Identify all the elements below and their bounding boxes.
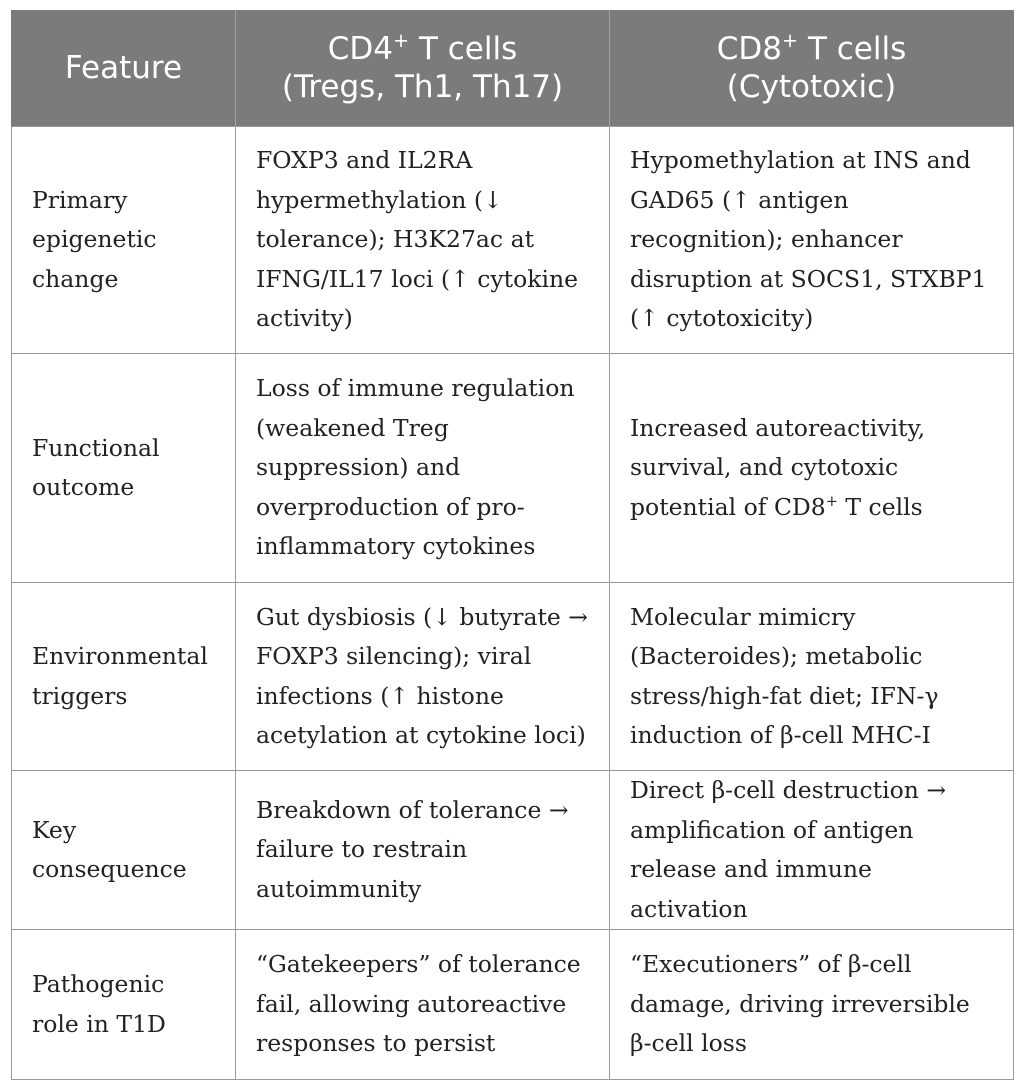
cell-feature: Functional outcome [12,354,236,583]
cell-cd4: Loss of immune regulation (weakened Treg suppression) and overproduction of pro-inflammatory cytokines [236,354,610,583]
header-cd4-sub: (Tregs, Th1, Th17) [281,69,564,105]
cell-feature: Key consequence [12,771,236,930]
comparison-table [11,10,1014,1080]
cell-cd4: “Gatekeepers” of tolerance fail, allowing autoreactive responses to persist [236,930,610,1080]
cell-cd8: Direct β-cell destruction → amplification of antigen release and immune activation [610,771,1014,930]
cell-cd4: Breakdown of tolerance → failure to restrain autoimmunity [236,771,610,930]
header-feature [12,10,236,127]
table-row [12,583,1014,771]
header-cd8 [610,10,1014,127]
cell-feature: Primary epigenetic change [12,127,236,354]
header-cd4 [236,10,610,127]
cell-cd8 [610,354,1014,583]
cell-cd4: Gut dysbiosis (↓ butyrate → FOXP3 silencing); viral infections (↑ histone acetylation at cytokine loci) [236,583,610,771]
header-row [12,10,1014,127]
header-cd8-rest: T cells [798,31,907,67]
header-cd4-rest: T cells [409,31,518,67]
cell-cd8: Hypomethylation at INS and GAD65 (↑ antigen recognition); enhancer disruption at SOCS1, STXBP1 (↑ cytotoxicity) [610,127,1014,354]
header-cd8-sub: (Cytotoxic) [726,69,897,105]
cell-feature: Environmental triggers [12,583,236,771]
header-cd4-sup: + [393,29,410,53]
table-row [12,771,1014,930]
table-body [12,127,1014,1080]
cell-cd8: Molecular mimicry (Bacteroides); metabolic stress/high-fat diet; IFN-γ induction of β-cell MHC-I [610,583,1014,771]
header-cd4-main: CD4 [327,31,393,67]
header-cd8-sup: + [782,29,799,53]
cell-cd8-text-post: T cells [837,492,923,521]
cell-cd4: FOXP3 and IL2RA hypermethylation (↓ tolerance); H3K27ac at IFNG/IL17 loci (↑ cytokine activity) [236,127,610,354]
cell-feature: Pathogenic role in T1D [12,930,236,1080]
table-row [12,354,1014,583]
table-header [12,10,1014,127]
table-row [12,127,1014,354]
header-cd8-main: CD8 [716,31,782,67]
header-feature-label: Feature [64,50,183,86]
cell-cd8-sup: + [825,492,838,510]
cell-cd8: “Executioners” of β-cell damage, driving irreversible β-cell loss [610,930,1014,1080]
cell-cd8-text-pre: Increased autoreactivity, survival, and cytotoxic potential of CD8 [630,413,926,521]
table-row [12,930,1014,1080]
